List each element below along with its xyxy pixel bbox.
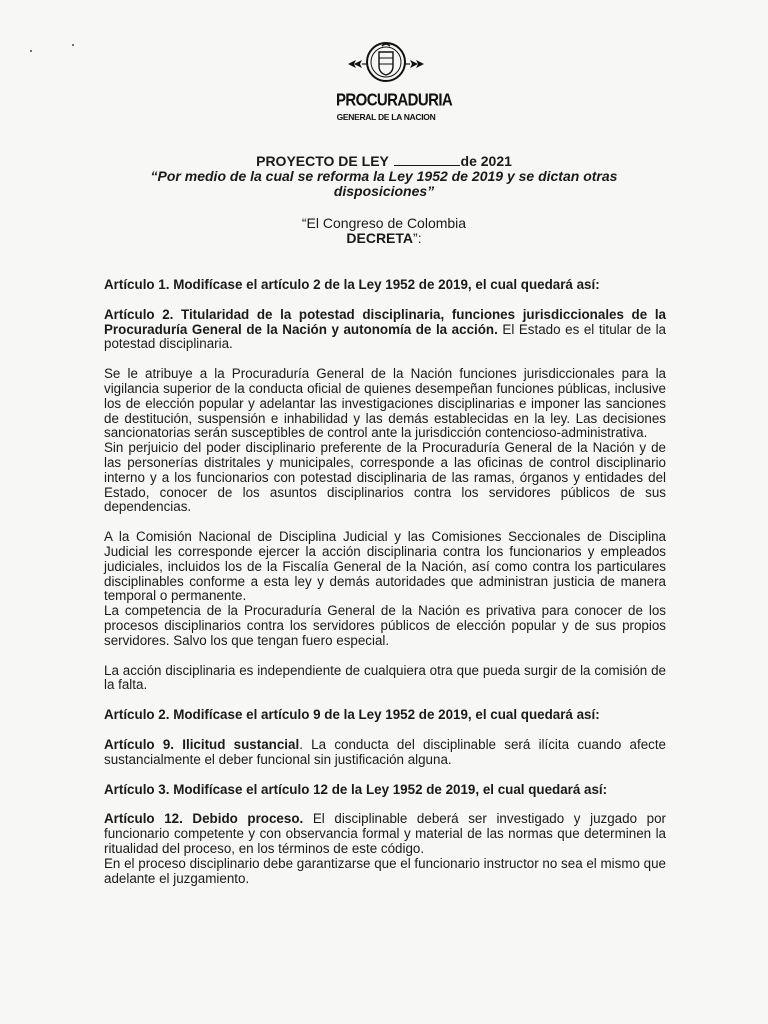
bill-number-blank: [394, 153, 460, 166]
logo-title: PROCURADURIA: [336, 90, 453, 111]
decree-end: ”:: [413, 230, 422, 246]
logo-subtitle: GENERAL DE LA NACION: [336, 112, 436, 122]
bill-title: [100, 153, 668, 169]
paragraph-competence: La competencia de la Procuraduría General de la Nación es privativa para conocer de los procesos disciplinarios contra los servidores públicos de elección popular y de sus propios servidores. Salvo los que tengan fuero especial.: [104, 603, 666, 648]
document-body: [104, 278, 666, 901]
article-2-text: El Estado es el titular de la potestad disciplinaria.: [104, 321, 667, 352]
article-9-title: Artículo 9. Ilicitud sustancial: [104, 736, 300, 752]
paragraph-independent-action: La acción disciplinaria es independiente de cualquiera otra que pueda surgir de la comisión de la falta.: [104, 662, 666, 693]
decree-line: [100, 230, 668, 246]
bill-subtitle-line-1: “Por medio de la cual se reforma la Ley 1952 de 2019 y se dictan otras: [150, 168, 618, 184]
article-1-heading: Artículo 1. Modifícase el artículo 2 de la Ley 1952 de 2019, el cual quedará así:: [104, 277, 600, 292]
article-12-title: Artículo 12. Debido proceso.: [104, 811, 304, 827]
scan-speck: [72, 44, 74, 46]
article-3-modification-heading: Artículo 3. Modifícase el artículo 12 de la Ley 1952 de 2019, el cual quedará así:: [104, 781, 608, 797]
article-2-paragraph: [104, 308, 666, 352]
article-12-text: El disciplinable deberá ser investigado y juzgado por funcionario competente y con observancia formal y material de las normas que determinen la ritualidad del proceso, en los términos de este código.: [104, 811, 666, 856]
bill-title-suffix: de 2021: [460, 153, 512, 169]
paragraph-instructor: En el proceso disciplinario debe garantizarse que el funcionario instructor no sea el mismo que adelante el juzgamiento.: [104, 855, 666, 886]
coat-of-arms-icon: [346, 40, 426, 92]
bill-subtitle-line-2: disposiciones”: [333, 183, 435, 199]
article-9-text: . La conducta del disciplinable será ilícita cuando afecte sustancialmente el deber funcional sin justificación alguna.: [104, 736, 667, 767]
article-2-modification-heading: Artículo 2. Modifícase el artículo 9 de la Ley 1952 de 2019, el cual quedará así:: [104, 707, 600, 723]
paragraph-judicial-commission: A la Comisión Nacional de Disciplina Judicial y las Comisiones Seccionales de Disciplina Judicial les corresponde ejercer la acción disciplinaria contra los funcionarios y empleados judiciales, incluidos los de la Fiscalía General de la Nación, así como contra los particulares disciplinables conforme a esta ley y demás autoridades que administran justicia de manera temporal o permanente.: [104, 529, 666, 604]
paragraph-preferent-power: Sin perjuicio del poder disciplinario preferente de la Procuraduría General de la Nación y de las personerías distritales y municipales, corresponde a las oficinas de control disciplinario interno y a los funcionarios con potestad disciplinaria de las ramas, órganos y entidades del Estado, conocer de los asuntos disciplinarios contra los servidores públicos de sus dependencias.: [104, 440, 666, 515]
scan-speck: [30, 50, 32, 52]
paragraph-jurisdiction: Se le atribuye a la Procuraduría General de la Nación funciones jurisdiccionales para la vigilancia superior de la conducta oficial de quienes desempeñan funciones públicas, inclusive los de elección popular y adelantar las investigaciones disciplinarias e imponer las sanciones de destitución, suspensión e inhabilidad y las demás establecidas en la ley. Las decisiones sancionatorias serán susceptibles de control ante la jurisdicción contencioso-administrativa.: [104, 366, 666, 441]
congress-line: “El Congreso de Colombia: [301, 215, 467, 231]
article-2-title: Artículo 2. Titularidad de la potestad disciplinaria, funciones jurisdiccionales de la Procuraduría General de la Nación y autonomía de la acción.: [104, 306, 666, 337]
article-9-paragraph: [104, 738, 666, 768]
decree-word: DECRETA: [346, 230, 414, 246]
article-12-paragraph: [104, 812, 666, 856]
bill-title-prefix: PROYECTO DE LEY: [256, 153, 389, 169]
procuraduria-logo: [336, 40, 453, 128]
